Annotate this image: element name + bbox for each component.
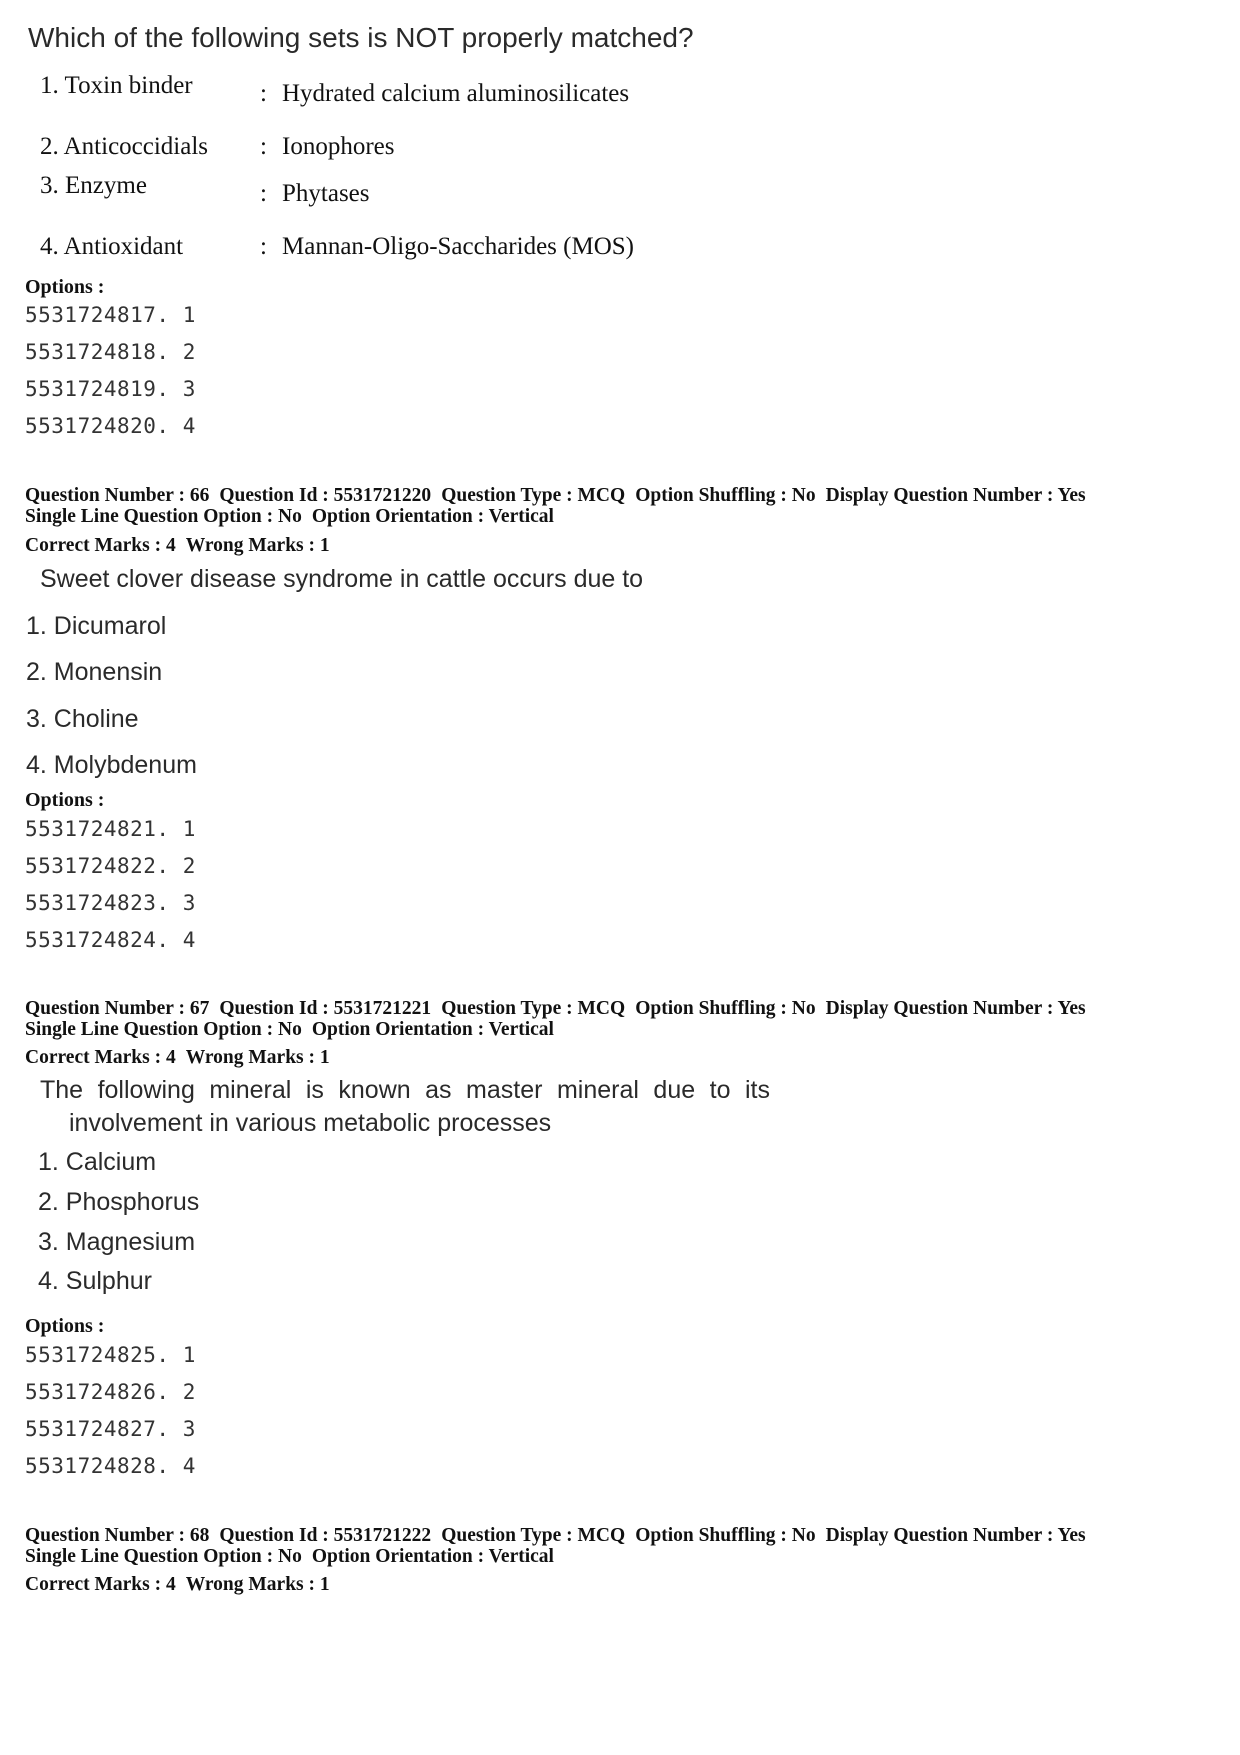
question-number: Question Number : 66 xyxy=(25,485,210,506)
question-type: Question Type : MCQ xyxy=(441,1525,626,1546)
choice-1: 1. Calcium xyxy=(38,1148,157,1176)
question-67-stem-line2: involvement in various metabolic processes xyxy=(69,1109,552,1137)
match-left: 1. Toxin binder xyxy=(40,72,193,99)
question-68-meta-line2 xyxy=(25,1546,554,1567)
single-line-option: Single Line Question Option : No xyxy=(25,1546,302,1567)
option-1[interactable]: 5531724817. 1 xyxy=(25,303,196,327)
question-type: Question Type : MCQ xyxy=(441,485,626,506)
correct-marks: Correct Marks : 4 xyxy=(25,1574,176,1595)
match-left: 4. Antioxidant xyxy=(40,233,184,260)
display-question-number: Display Question Number : Yes xyxy=(825,485,1086,506)
option-2[interactable]: 5531724818. 2 xyxy=(25,340,196,364)
correct-marks: Correct Marks : 4 xyxy=(25,1047,176,1068)
question-id: Question Id : 5531721220 xyxy=(219,485,432,506)
question-66-meta-line1 xyxy=(25,485,1086,506)
choice-3: 3. Choline xyxy=(26,705,139,733)
option-3[interactable]: 5531724827. 3 xyxy=(25,1417,196,1441)
option-4[interactable]: 5531724824. 4 xyxy=(25,928,196,952)
question-number: Question Number : 68 xyxy=(25,1525,210,1546)
option-shuffling: Option Shuffling : No xyxy=(635,998,816,1019)
single-line-option: Single Line Question Option : No xyxy=(25,506,302,527)
question-67-marks xyxy=(25,1047,330,1068)
option-1[interactable]: 5531724825. 1 xyxy=(25,1343,196,1367)
display-question-number: Display Question Number : Yes xyxy=(825,998,1086,1019)
choice-2: 2. Monensin xyxy=(26,658,163,686)
choice-1: 1. Dicumarol xyxy=(26,612,167,640)
option-2[interactable]: 5531724826. 2 xyxy=(25,1380,196,1404)
option-3[interactable]: 5531724819. 3 xyxy=(25,377,196,401)
question-66-marks xyxy=(25,535,330,556)
option-orientation: Option Orientation : Vertical xyxy=(311,1019,554,1040)
display-question-number: Display Question Number : Yes xyxy=(825,1525,1086,1546)
option-1[interactable]: 5531724821. 1 xyxy=(25,817,196,841)
option-orientation: Option Orientation : Vertical xyxy=(311,1546,554,1567)
correct-marks: Correct Marks : 4 xyxy=(25,535,176,556)
choice-2: 2. Phosphorus xyxy=(38,1188,200,1216)
single-line-option: Single Line Question Option : No xyxy=(25,1019,302,1040)
wrong-marks: Wrong Marks : 1 xyxy=(185,535,330,556)
option-shuffling: Option Shuffling : No xyxy=(635,485,816,506)
question-67-stem-line1: The following mineral is known as master mineral due to its xyxy=(40,1076,770,1104)
question-id: Question Id : 5531721221 xyxy=(219,998,432,1019)
options-label: Options : xyxy=(25,789,105,811)
option-2[interactable]: 5531724822. 2 xyxy=(25,854,196,878)
choice-4: 4. Molybdenum xyxy=(26,751,197,779)
options-label: Options : xyxy=(25,276,105,298)
choice-4: 4. Sulphur xyxy=(38,1267,152,1295)
wrong-marks: Wrong Marks : 1 xyxy=(185,1047,330,1068)
match-colon: : xyxy=(260,180,267,207)
question-type: Question Type : MCQ xyxy=(441,998,626,1019)
match-colon: : xyxy=(260,80,267,107)
question-67-meta-line1 xyxy=(25,998,1086,1019)
match-left: 3. Enzyme xyxy=(40,172,147,199)
option-3[interactable]: 5531724823. 3 xyxy=(25,891,196,915)
option-shuffling: Option Shuffling : No xyxy=(635,1525,816,1546)
choice-3: 3. Magnesium xyxy=(38,1228,196,1256)
wrong-marks: Wrong Marks : 1 xyxy=(185,1574,330,1595)
option-4[interactable]: 5531724820. 4 xyxy=(25,414,196,438)
match-right: Hydrated calcium aluminosilicates xyxy=(282,80,630,107)
match-colon: : xyxy=(260,133,267,160)
match-left: 2. Anticoccidials xyxy=(40,133,209,160)
question-68-marks xyxy=(25,1574,330,1595)
option-4[interactable]: 5531724828. 4 xyxy=(25,1454,196,1478)
option-orientation: Option Orientation : Vertical xyxy=(311,506,554,527)
question-66-meta-line2 xyxy=(25,506,554,527)
question-68-meta-line1 xyxy=(25,1525,1086,1546)
question-65-stem: Which of the following sets is NOT properly matched? xyxy=(28,22,694,53)
match-right: Mannan-Oligo-Saccharides (MOS) xyxy=(282,233,634,260)
match-right: Ionophores xyxy=(282,133,395,160)
question-number: Question Number : 67 xyxy=(25,998,210,1019)
question-66-stem: Sweet clover disease syndrome in cattle occurs due to xyxy=(40,565,644,593)
match-right: Phytases xyxy=(282,180,370,207)
match-colon: : xyxy=(260,233,267,260)
question-67-meta-line2 xyxy=(25,1019,554,1040)
question-id: Question Id : 5531721222 xyxy=(219,1525,432,1546)
options-label: Options : xyxy=(25,1315,105,1337)
